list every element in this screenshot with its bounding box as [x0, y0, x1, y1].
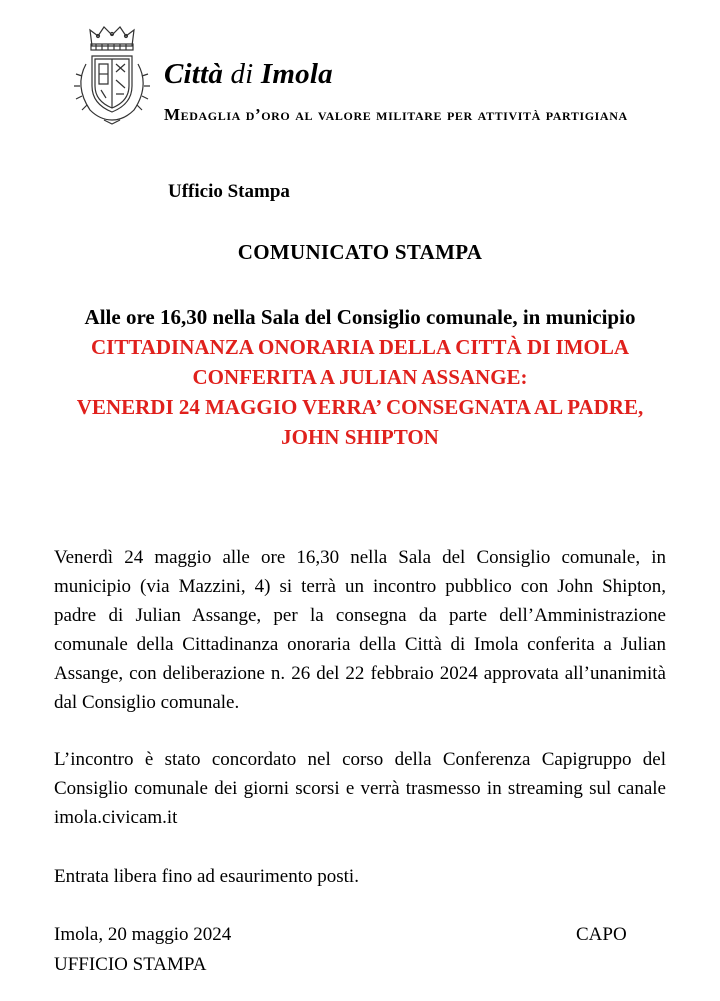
document-type: COMUNICATO STAMPA [237, 240, 483, 264]
body-paragraph-1: Venerdì 24 maggio alle ore 16,30 nella Sala del Consiglio comunale, in municipio (via Mazzini, 4) si terrà un incontro pubblico con John Shipton, padre di Julian Assange, per la consegna da parte dell’Amministrazione comunale della Cittadinanza onoraria della Città di Imola conferita a Julian Assange, con deliberazione n. 26 del 22 febbraio 2024 approvata all’unanimità dal Consiglio comunale. [54, 547, 666, 713]
headline-line-2: CONFERITA A JULIAN ASSANGE: [192, 365, 528, 389]
footer-left [54, 920, 231, 980]
place-date: Imola, 20 maggio 2024 [54, 924, 232, 945]
city-crest-logo [66, 24, 158, 126]
city-title: Città di Imola [164, 58, 333, 90]
headline-intro: Alle ore 16,30 nella Sala del Consiglio comunale, in municipio [84, 305, 636, 329]
office-name: Ufficio Stampa [168, 181, 290, 202]
signature-line-1: CAPO [576, 924, 627, 945]
headline-line-3: VENERDI 24 MAGGIO VERRA’ CONSEGNATA AL PADRE, JOHN SHIPTON [76, 395, 644, 449]
medal-subtitle: Medaglia d’oro al valore militare per attività partigiana [164, 105, 628, 124]
headline [54, 302, 666, 452]
body-paragraph-3: Entrata libera fino ad esaurimento posti. [54, 866, 359, 887]
headline-line-1: CITTADINANZA ONORARIA DELLA CITTÀ DI IMOLA [90, 335, 630, 359]
signature-line-2: UFFICIO STAMPA [54, 954, 207, 975]
body-paragraph-2: L’incontro è stato concordato nel corso della Conferenza Capigruppo del Consiglio comunale dei giorni scorsi e verrà trasmesso in streaming sul canale imola.civicam.it [54, 749, 666, 828]
